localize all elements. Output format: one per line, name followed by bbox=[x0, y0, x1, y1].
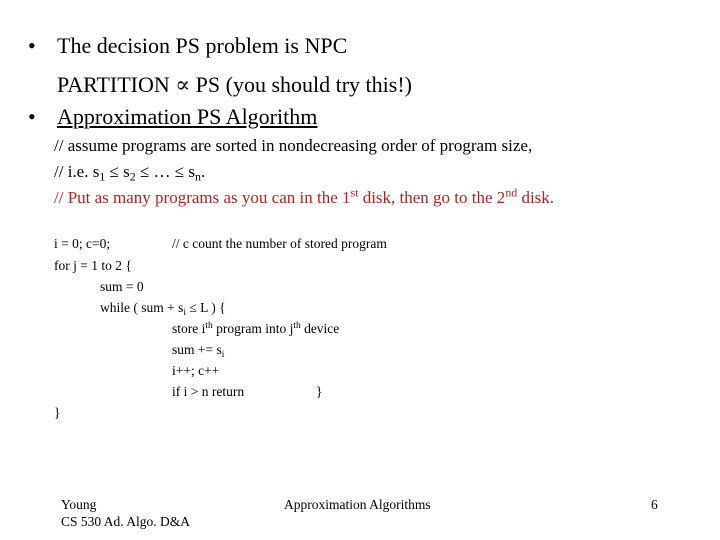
code-line-for: for j = 1 to 2 { bbox=[54, 258, 132, 273]
code-line-increment: i++; c++ bbox=[172, 363, 220, 378]
bullet-decision-ps: The decision PS problem is NPC bbox=[57, 33, 348, 58]
footer-course: CS 530 Ad. Algo. D&A bbox=[61, 514, 191, 529]
footer-title: Approximation Algorithms bbox=[284, 497, 431, 512]
comment-fill-disks: // Put as many programs as you can in the 1st disk, then go to the 2nd disk. bbox=[54, 185, 555, 207]
comment-ie-ordering: // i.e. $s_1 \le s_2$ ≤ … ≤ $s_n$. bbox=[54, 162, 206, 184]
bullet-approximation-ps: Approximation PS Algorithm bbox=[57, 104, 318, 129]
bullet-partition-reduction: PARTITION ∝ PS (you should try this!) bbox=[57, 72, 412, 97]
code-line-for-close: } bbox=[54, 405, 61, 420]
footer-author: Young bbox=[61, 497, 97, 512]
code-line-init: i = 0; c=0; bbox=[54, 236, 111, 251]
code-line-if-return: if i > n return bbox=[172, 384, 245, 399]
code-line-store: store $i^{th}$ program into $j^{th}$ device bbox=[172, 320, 340, 336]
bullet-glyph-1: • bbox=[28, 33, 36, 58]
code-line-while-close: } bbox=[316, 384, 323, 399]
comment-sorted-assumption: // assume programs are sorted in nondecreasing order of program size, bbox=[54, 136, 533, 155]
code-line-init-comment: // c count the number of stored program bbox=[172, 236, 387, 251]
code-line-sum-init: sum = 0 bbox=[100, 279, 144, 294]
page-number: 6 bbox=[651, 497, 658, 512]
bullet-glyph-2: • bbox=[28, 104, 36, 129]
code-line-while: while ( sum + $s_i \le L$ ) { bbox=[100, 300, 226, 318]
code-line-sum-add: sum += $s_i$ bbox=[172, 342, 225, 360]
